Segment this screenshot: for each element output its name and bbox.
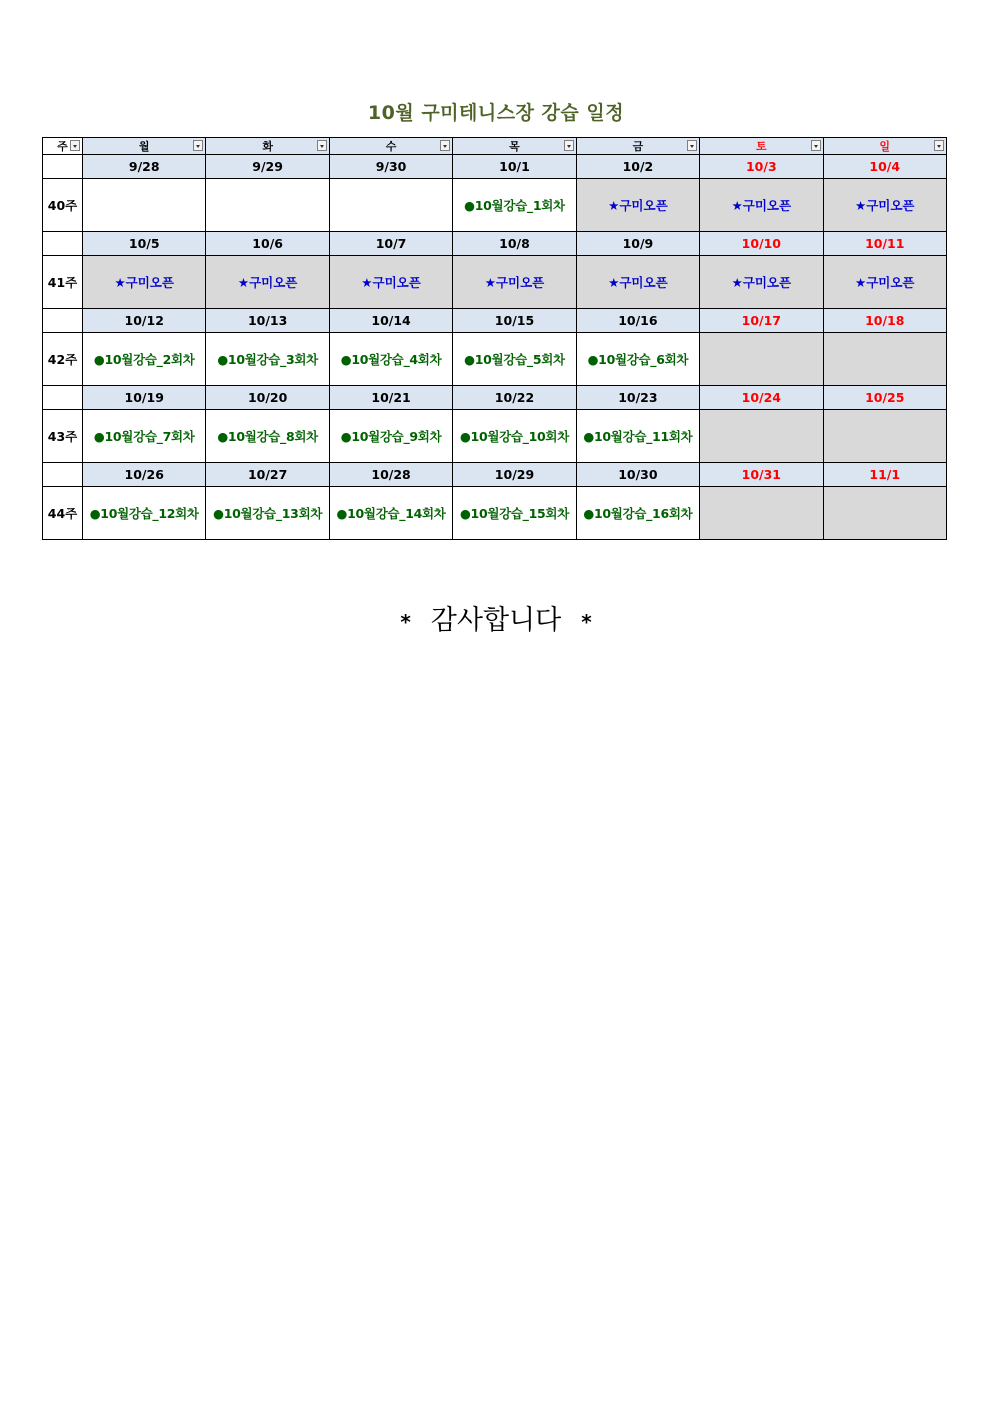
week-label[interactable]: 43주 bbox=[43, 410, 83, 463]
empty-cell[interactable] bbox=[823, 487, 946, 540]
date-cell[interactable]: 10/12 bbox=[83, 309, 206, 333]
filter-dropdown-icon[interactable] bbox=[440, 140, 450, 151]
week-blank-cell[interactable] bbox=[43, 386, 83, 410]
date-cell[interactable]: 9/28 bbox=[83, 155, 206, 179]
tournament-label: ★구미오픈 bbox=[237, 275, 298, 290]
lesson-label: ●10월강습_13회차 bbox=[213, 506, 323, 521]
lesson-label: ●10월강습_4회차 bbox=[340, 352, 442, 367]
date-cell[interactable]: 10/30 bbox=[576, 463, 699, 487]
tournament-label: ★구미오픈 bbox=[484, 275, 545, 290]
filter-dropdown-icon[interactable] bbox=[564, 140, 574, 151]
page-title: 10월 구미테니스장 강습 일정 bbox=[367, 102, 625, 124]
thanks-text: 감사합니다 bbox=[430, 605, 562, 636]
lesson-label: ●10월강습_2회차 bbox=[93, 352, 195, 367]
lesson-cell[interactable] bbox=[83, 333, 206, 386]
lesson-label: ●10월강습_10회차 bbox=[459, 429, 569, 444]
date-cell[interactable]: 10/7 bbox=[329, 232, 452, 256]
date-cell[interactable]: 10/22 bbox=[453, 386, 576, 410]
day-column-header[interactable] bbox=[576, 138, 699, 155]
date-cell[interactable]: 9/30 bbox=[329, 155, 452, 179]
lesson-cell[interactable] bbox=[453, 487, 576, 540]
tournament-label: ★구미오픈 bbox=[361, 275, 421, 290]
date-cell[interactable]: 10/13 bbox=[206, 309, 329, 333]
lesson-cell[interactable] bbox=[576, 487, 699, 540]
date-cell[interactable]: 10/18 bbox=[823, 309, 946, 333]
day-column-header[interactable] bbox=[700, 138, 823, 155]
header-row bbox=[43, 138, 947, 155]
day-column-header[interactable] bbox=[823, 138, 946, 155]
activity-row bbox=[43, 487, 947, 540]
week-column-header[interactable] bbox=[43, 138, 83, 155]
lesson-cell[interactable] bbox=[329, 410, 452, 463]
filter-dropdown-icon[interactable] bbox=[193, 140, 203, 151]
lesson-cell[interactable] bbox=[83, 487, 206, 540]
lesson-cell[interactable] bbox=[576, 410, 699, 463]
filter-dropdown-icon[interactable] bbox=[934, 140, 944, 151]
date-cell[interactable]: 10/5 bbox=[83, 232, 206, 256]
date-cell[interactable]: 10/16 bbox=[576, 309, 699, 333]
date-row bbox=[43, 463, 947, 487]
lesson-label: ●10월강습_8회차 bbox=[217, 429, 318, 444]
day-column-label: 토 bbox=[756, 140, 767, 153]
lesson-cell[interactable] bbox=[206, 410, 329, 463]
date-cell[interactable]: 10/6 bbox=[206, 232, 329, 256]
lesson-label: ●10월강습_11회차 bbox=[583, 429, 693, 444]
tournament-label: ★구미오픈 bbox=[608, 275, 668, 290]
lesson-label: ●10월강습_3회차 bbox=[217, 352, 318, 367]
filter-dropdown-icon[interactable] bbox=[687, 140, 697, 151]
filter-dropdown-icon[interactable] bbox=[811, 140, 821, 151]
tournament-label: ★구미오픈 bbox=[854, 198, 915, 213]
date-cell[interactable]: 10/11 bbox=[823, 232, 946, 256]
date-cell[interactable]: 10/31 bbox=[700, 463, 823, 487]
lesson-label: ●10월강습_7회차 bbox=[93, 429, 195, 444]
day-column-label: 화 bbox=[262, 140, 273, 153]
week-column-label: 주 bbox=[57, 140, 68, 153]
tournament-cell[interactable] bbox=[83, 256, 206, 309]
lesson-label: ●10월강습_5회차 bbox=[464, 352, 565, 367]
date-cell[interactable]: 10/23 bbox=[576, 386, 699, 410]
filter-dropdown-icon[interactable] bbox=[70, 140, 80, 151]
activity-row bbox=[43, 256, 947, 309]
date-cell[interactable]: 10/4 bbox=[823, 155, 946, 179]
lesson-cell[interactable] bbox=[453, 179, 576, 232]
date-cell[interactable]: 10/21 bbox=[329, 386, 452, 410]
week-label[interactable]: 44주 bbox=[43, 487, 83, 540]
empty-cell[interactable] bbox=[823, 410, 946, 463]
lesson-cell[interactable] bbox=[453, 333, 576, 386]
date-cell[interactable]: 10/14 bbox=[329, 309, 452, 333]
tournament-cell[interactable] bbox=[576, 256, 699, 309]
lesson-cell[interactable] bbox=[329, 333, 452, 386]
tournament-cell[interactable] bbox=[700, 179, 823, 232]
empty-cell[interactable] bbox=[206, 179, 329, 232]
tournament-label: ★구미오픈 bbox=[854, 275, 915, 290]
schedule-table bbox=[42, 137, 947, 540]
thanks-message bbox=[0, 598, 992, 637]
week-blank-cell[interactable] bbox=[43, 463, 83, 487]
tournament-cell[interactable] bbox=[700, 256, 823, 309]
date-cell[interactable]: 10/19 bbox=[83, 386, 206, 410]
lesson-cell[interactable] bbox=[83, 410, 206, 463]
date-cell[interactable]: 10/2 bbox=[576, 155, 699, 179]
tournament-label: ★구미오픈 bbox=[608, 198, 668, 213]
tournament-label: ★구미오픈 bbox=[114, 275, 174, 290]
lesson-label: ●10월강습_16회차 bbox=[583, 506, 693, 521]
week-blank-cell[interactable] bbox=[43, 309, 83, 333]
date-cell[interactable]: 10/1 bbox=[453, 155, 576, 179]
week-blank-cell[interactable] bbox=[43, 155, 83, 179]
empty-cell[interactable] bbox=[700, 410, 823, 463]
tournament-cell[interactable] bbox=[453, 256, 576, 309]
week-label[interactable]: 40주 bbox=[43, 179, 83, 232]
date-cell[interactable]: 10/8 bbox=[453, 232, 576, 256]
date-cell[interactable]: 10/20 bbox=[206, 386, 329, 410]
lesson-label: ●10월강습_14회차 bbox=[336, 506, 446, 521]
date-cell[interactable]: 10/3 bbox=[700, 155, 823, 179]
day-column-label: 일 bbox=[879, 140, 891, 153]
date-cell[interactable]: 10/28 bbox=[329, 463, 452, 487]
lesson-cell[interactable] bbox=[329, 487, 452, 540]
empty-cell[interactable] bbox=[823, 333, 946, 386]
lesson-label: ●10월강습_12회차 bbox=[89, 506, 199, 521]
empty-cell[interactable] bbox=[700, 333, 823, 386]
day-column-header[interactable] bbox=[329, 138, 452, 155]
week-label[interactable]: 42주 bbox=[43, 333, 83, 386]
tournament-cell[interactable] bbox=[206, 256, 329, 309]
day-column-header[interactable] bbox=[206, 138, 329, 155]
tournament-label: ★구미오픈 bbox=[731, 275, 792, 290]
lesson-label: ●10월강습_6회차 bbox=[587, 352, 689, 367]
tournament-cell[interactable] bbox=[823, 179, 946, 232]
tournament-cell[interactable] bbox=[576, 179, 699, 232]
lesson-cell[interactable] bbox=[453, 410, 576, 463]
date-cell[interactable]: 9/29 bbox=[206, 155, 329, 179]
lesson-label: ●10월강습_9회차 bbox=[340, 429, 442, 444]
date-cell[interactable]: 11/1 bbox=[823, 463, 946, 487]
tournament-cell[interactable] bbox=[823, 256, 946, 309]
date-cell[interactable]: 10/10 bbox=[700, 232, 823, 256]
lesson-label: ●10월강습_1회차 bbox=[464, 198, 565, 213]
activity-row bbox=[43, 410, 947, 463]
date-cell[interactable]: 10/9 bbox=[576, 232, 699, 256]
empty-cell[interactable] bbox=[83, 179, 206, 232]
date-cell[interactable]: 10/27 bbox=[206, 463, 329, 487]
day-column-label: 수 bbox=[385, 140, 397, 153]
date-row bbox=[43, 386, 947, 410]
date-row bbox=[43, 155, 947, 179]
date-row bbox=[43, 232, 947, 256]
day-column-label: 목 bbox=[509, 140, 520, 153]
week-label[interactable]: 41주 bbox=[43, 256, 83, 309]
date-cell[interactable]: 10/24 bbox=[700, 386, 823, 410]
lesson-cell[interactable] bbox=[206, 487, 329, 540]
tournament-cell[interactable] bbox=[329, 256, 452, 309]
week-blank-cell[interactable] bbox=[43, 232, 83, 256]
tournament-label: ★구미오픈 bbox=[731, 198, 792, 213]
empty-cell[interactable] bbox=[329, 179, 452, 232]
lesson-cell[interactable] bbox=[206, 333, 329, 386]
day-column-label: 월 bbox=[138, 140, 150, 153]
star-left: * bbox=[400, 609, 411, 634]
activity-row bbox=[43, 179, 947, 232]
day-column-header[interactable] bbox=[83, 138, 206, 155]
filter-dropdown-icon[interactable] bbox=[317, 140, 327, 151]
empty-cell[interactable] bbox=[700, 487, 823, 540]
day-column-label: 금 bbox=[632, 140, 644, 153]
date-cell[interactable]: 10/17 bbox=[700, 309, 823, 333]
date-cell[interactable]: 10/25 bbox=[823, 386, 946, 410]
date-row bbox=[43, 309, 947, 333]
date-cell[interactable]: 10/15 bbox=[453, 309, 576, 333]
lesson-label: ●10월강습_15회차 bbox=[459, 506, 569, 521]
date-cell[interactable]: 10/26 bbox=[83, 463, 206, 487]
date-cell[interactable]: 10/29 bbox=[453, 463, 576, 487]
schedule-body bbox=[43, 155, 947, 540]
lesson-cell[interactable] bbox=[576, 333, 699, 386]
star-right: * bbox=[581, 609, 592, 634]
activity-row bbox=[43, 333, 947, 386]
day-column-header[interactable] bbox=[453, 138, 576, 155]
